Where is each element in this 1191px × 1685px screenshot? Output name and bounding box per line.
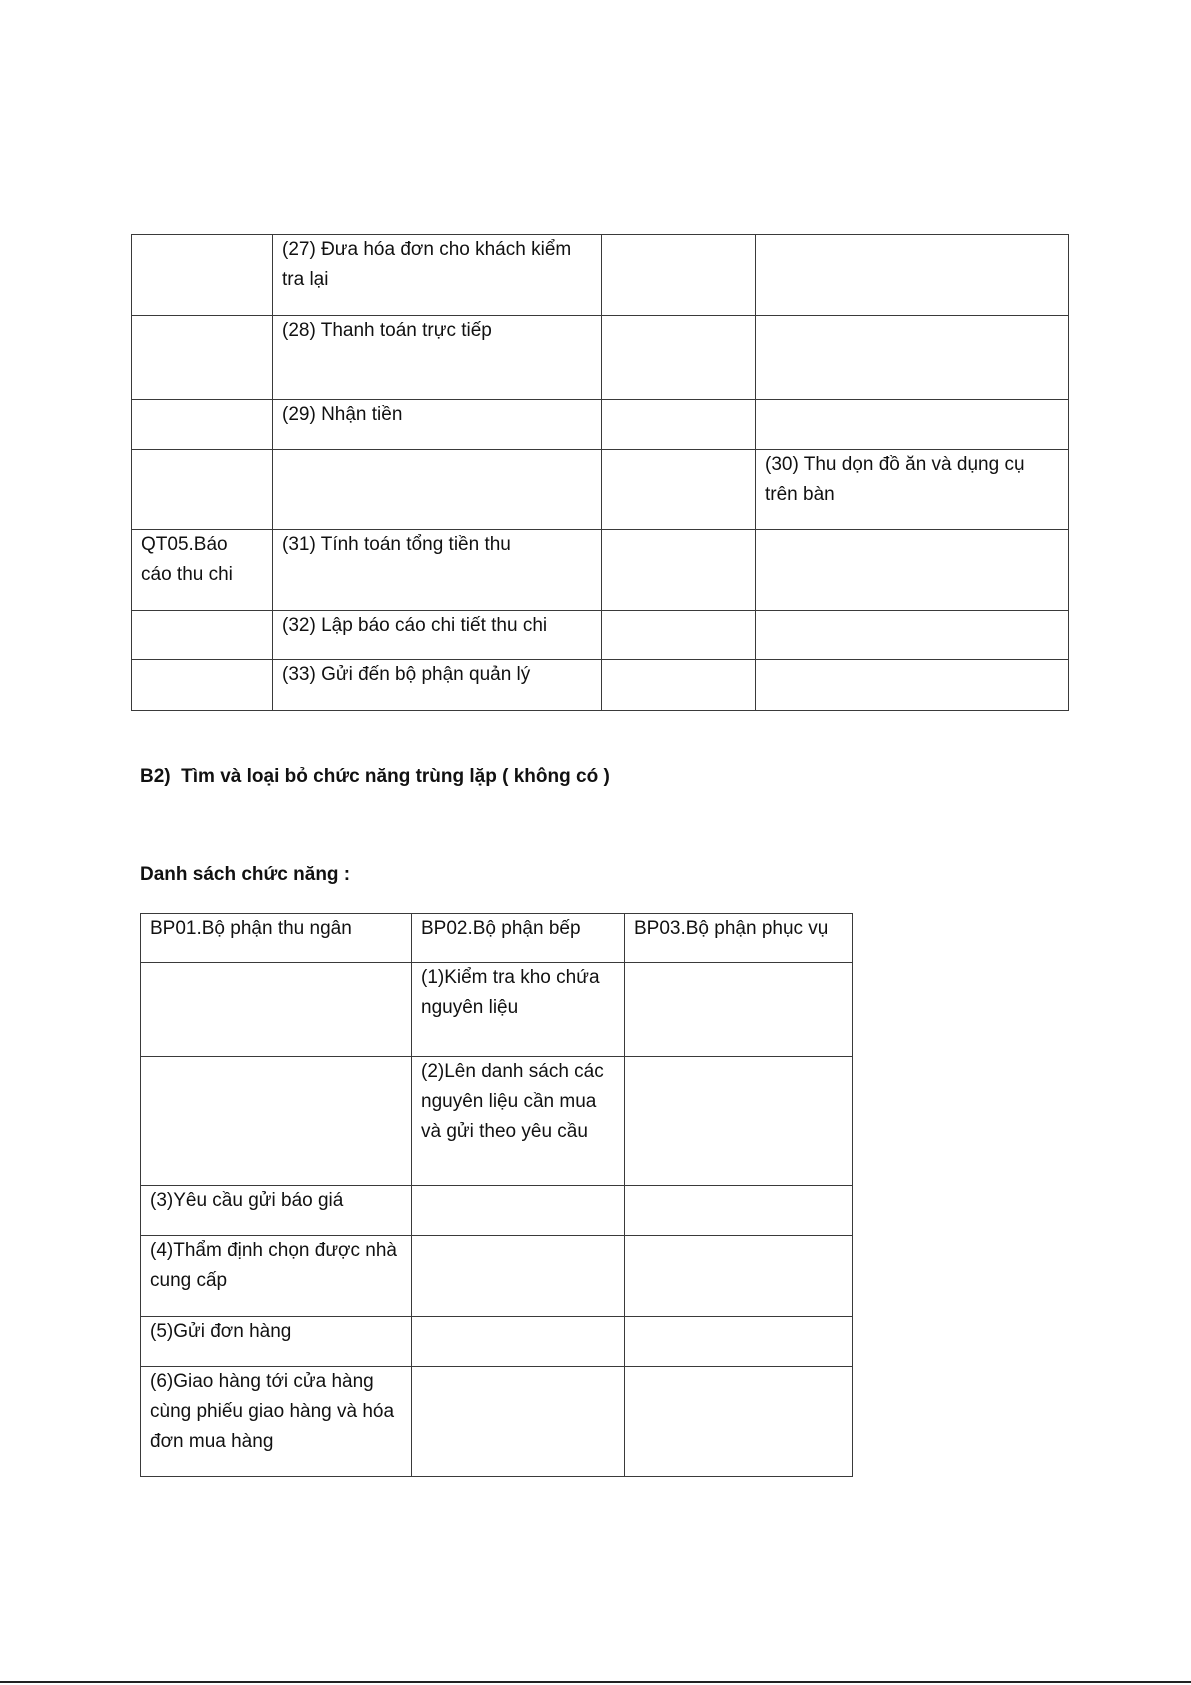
table-cell: QT05.Báo cáo thu chi: [132, 530, 273, 611]
table-cell: [602, 611, 756, 660]
table-row: [141, 1057, 853, 1186]
table-cell: (31) Tính toán tổng tiền thu: [273, 530, 602, 611]
table-cell: [412, 1367, 625, 1477]
table-cell: (29) Nhận tiền: [273, 400, 602, 450]
table-row: [141, 963, 853, 1057]
table-cell: [132, 450, 273, 530]
table-cell: (4)Thẩm định chọn được nhà cung cấp: [141, 1236, 412, 1317]
table-cell: (3)Yêu cầu gửi báo giá: [141, 1186, 412, 1236]
table-cell: [141, 963, 412, 1057]
table-cell: (32) Lập báo cáo chi tiết thu chi: [273, 611, 602, 660]
table-cell: [625, 963, 853, 1057]
table-cell: (33) Gửi đến bộ phận quản lý: [273, 660, 602, 711]
table-cell: [756, 660, 1069, 711]
table-header-cell: BP01.Bộ phận thu ngân: [141, 914, 412, 963]
table-cell: (2)Lên danh sách các nguyên liệu cần mua và gửi theo yêu cầu: [412, 1057, 625, 1186]
table-cell: [602, 660, 756, 711]
table-cell: (30) Thu dọn đồ ăn và dụng cụ trên bàn: [756, 450, 1069, 530]
table-cell: (27) Đưa hóa đơn cho khách kiểm tra lại: [273, 235, 602, 316]
table-cell: [141, 1057, 412, 1186]
table-row: [132, 400, 1069, 450]
table-cell: [132, 400, 273, 450]
table-cell: (5)Gửi đơn hàng: [141, 1317, 412, 1367]
table-cell: [602, 235, 756, 316]
table-row: [132, 450, 1069, 530]
page-bottom-divider: [0, 1681, 1191, 1683]
table-cell: [132, 660, 273, 711]
table-cell: (6)Giao hàng tới cửa hàng cùng phiếu giao hàng và hóa đơn mua hàng: [141, 1367, 412, 1477]
table-row: [132, 611, 1069, 660]
table-cell: [756, 611, 1069, 660]
table-cell: [132, 235, 273, 316]
table-row: [132, 660, 1069, 711]
table-row: [132, 316, 1069, 400]
table-row: [141, 1236, 853, 1317]
table-cell: [756, 530, 1069, 611]
section-heading-b2: B2) Tìm và loại bỏ chức năng trùng lặp ( không có ): [140, 766, 610, 787]
table-row: [132, 235, 1069, 316]
table-cell: [273, 450, 602, 530]
table-cell: [602, 400, 756, 450]
table-row: [141, 1317, 853, 1367]
table-cell: [625, 1057, 853, 1186]
table-header-cell: BP03.Bộ phận phục vụ: [625, 914, 853, 963]
table-cell: [412, 1186, 625, 1236]
function-list-table: [140, 913, 853, 1477]
table-cell: [602, 450, 756, 530]
table-row: [132, 530, 1069, 611]
table-cell: [602, 530, 756, 611]
table-cell: [625, 1367, 853, 1477]
table-cell: [602, 316, 756, 400]
table-row: [141, 1367, 853, 1477]
table-cell: [756, 400, 1069, 450]
table-cell: (28) Thanh toán trực tiếp: [273, 316, 602, 400]
table-cell: [625, 1236, 853, 1317]
table-cell: [412, 1236, 625, 1317]
table-cell: [412, 1317, 625, 1367]
table-cell: [132, 611, 273, 660]
table-cell: [132, 316, 273, 400]
table-cell: [625, 1186, 853, 1236]
table-cell: [756, 316, 1069, 400]
process-table: [131, 234, 1069, 711]
function-list-heading: Danh sách chức năng :: [140, 864, 351, 885]
table-row: [141, 1186, 853, 1236]
table-cell: [625, 1317, 853, 1367]
table-header-cell: BP02.Bộ phận bếp: [412, 914, 625, 963]
table-cell: [756, 235, 1069, 316]
table-header-row: [141, 914, 853, 963]
table-cell: (1)Kiểm tra kho chứa nguyên liệu: [412, 963, 625, 1057]
